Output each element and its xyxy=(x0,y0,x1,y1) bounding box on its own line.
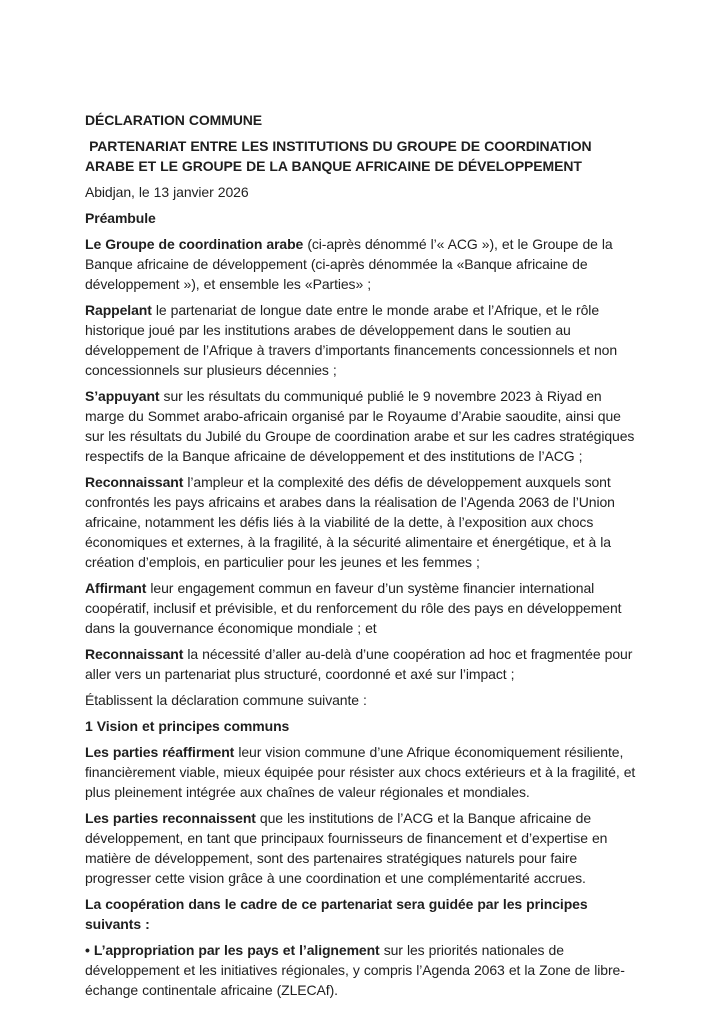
paragraph-affirmant xyxy=(85,578,637,638)
bold-run: 1 Vision et principes communs xyxy=(85,718,290,734)
text-run: sur les résultats du communiqué publié le 9 novembre 2023 à Riyad en marge du Sommet arabo-africain organisé par le Royaume d’Arabie saoudite, ainsi que sur les résultats du Jubilé du Groupe de coordination arabe et sur les cadres stratégiques respectifs de la Banque africaine de développement et des institutions de l’ACG ; xyxy=(85,388,639,464)
text-run: leur engagement commun en faveur d’un système financier international coopératif, inclusif et prévisible, et du renforcement du rôle des pays en développement dans la gouvernance économique mondiale ; et xyxy=(85,580,626,636)
text-run: l’ampleur et la complexité des défis de développement auxquels sont confrontés les pays africains et arabes dans la réalisation de l’Agenda 2063 de l’Union africaine, notamment les défis liés à la viabilité de la dette, à l’exposition aux chocs économiques et externes, à la fragilité, à la sécurité alimentaire et énergétique, et à la création d’emplois, en particulier pour les jeunes et les femmes ; xyxy=(85,474,619,570)
text-run: Établissent la déclaration commune suivante : xyxy=(85,692,367,708)
text-run: Abidjan, le 13 janvier 2026 xyxy=(85,184,249,200)
bold-run: Préambule xyxy=(85,210,156,226)
paragraph-rappelant xyxy=(85,300,637,380)
paragraph-parties xyxy=(85,234,637,294)
bold-run: • L’appropriation par les pays et l’alignement xyxy=(85,942,380,958)
bold-run: Affirmant xyxy=(85,580,147,596)
text-run: sur les priorités nationales de développement et les initiatives régionales, y compris l’Agenda 2063 et la Zone de libre-échange continentale africaine (ZLECAf). xyxy=(85,942,625,998)
paragraph-etablissent xyxy=(85,690,637,710)
document-body xyxy=(85,110,640,1000)
text-run: leur vision commune d’une Afrique économiquement résiliente, financièrement viable, mieux équipée pour résister aux chocs extérieurs et à la fragilité, et plus pleinement intégrée aux chaînes de valeur régionales et mondiales. xyxy=(85,744,640,800)
bold-run: S’appuyant xyxy=(85,388,160,404)
paragraph-reconnaissent xyxy=(85,808,637,888)
paragraph-reaffirment xyxy=(85,742,640,802)
section-heading-preambule xyxy=(85,208,637,228)
text-run: le partenariat de longue date entre le monde arabe et l’Afrique, et le rôle historique joué par les institutions arabes de développement dans le soutien au développement de l’Afrique à travers d’importants financements concessionnels et non concessionnels sur plusieurs décennies ; xyxy=(85,302,622,378)
bold-run: Reconnaissant xyxy=(85,474,184,490)
paragraph-bullet-appropriation xyxy=(85,940,637,1000)
paragraph-reconnaissant-1 xyxy=(85,472,637,572)
section-heading-vision xyxy=(85,716,637,736)
bold-run: Reconnaissant xyxy=(85,646,184,662)
bold-run: DÉCLARATION COMMUNE xyxy=(85,112,263,128)
paragraph-sappuyant xyxy=(85,386,637,466)
bold-run: Les parties réaffirment xyxy=(85,744,235,760)
bold-run: PARTENARIAT ENTRE LES INSTITUTIONS DU GROUPE DE COORDINATION ARABE ET LE GROUPE DE LA BANQUE AFRICAINE DE DÉVELOPPEMENT xyxy=(85,138,596,174)
dateline xyxy=(85,182,637,202)
bold-run: La coopération dans le cadre de ce partenariat sera guidée par les principes suivants : xyxy=(85,896,592,932)
paragraph-reconnaissant-2 xyxy=(85,644,637,684)
section-heading-cooperation xyxy=(85,894,637,934)
text-run: (ci-après dénommé l’« ACG »), et le Groupe de la Banque africaine de développement (ci-après dénommée la «Banque africaine de développement »), et ensemble les «Parties» ; xyxy=(85,236,617,292)
text-run: que les institutions de l’ACG et la Banque africaine de développement, en tant que principaux fournisseurs de financement et d’expertise en matière de développement, sont des partenaires stratégiques naturels pour faire progresser cette vision grâce à une coordination et une complémentarité accrues. xyxy=(85,810,612,886)
bold-run: Le Groupe de coordination arabe xyxy=(85,236,304,252)
bold-run: Rappelant xyxy=(85,302,152,318)
doc-subtitle xyxy=(85,136,637,176)
text-run: la nécessité d’aller au-delà d’une coopération ad hoc et fragmentée pour aller vers un partenariat plus structuré, coordonné et axé sur l’impact ; xyxy=(85,646,637,682)
doc-title xyxy=(85,110,637,130)
bold-run: Les parties reconnaissent xyxy=(85,810,256,826)
